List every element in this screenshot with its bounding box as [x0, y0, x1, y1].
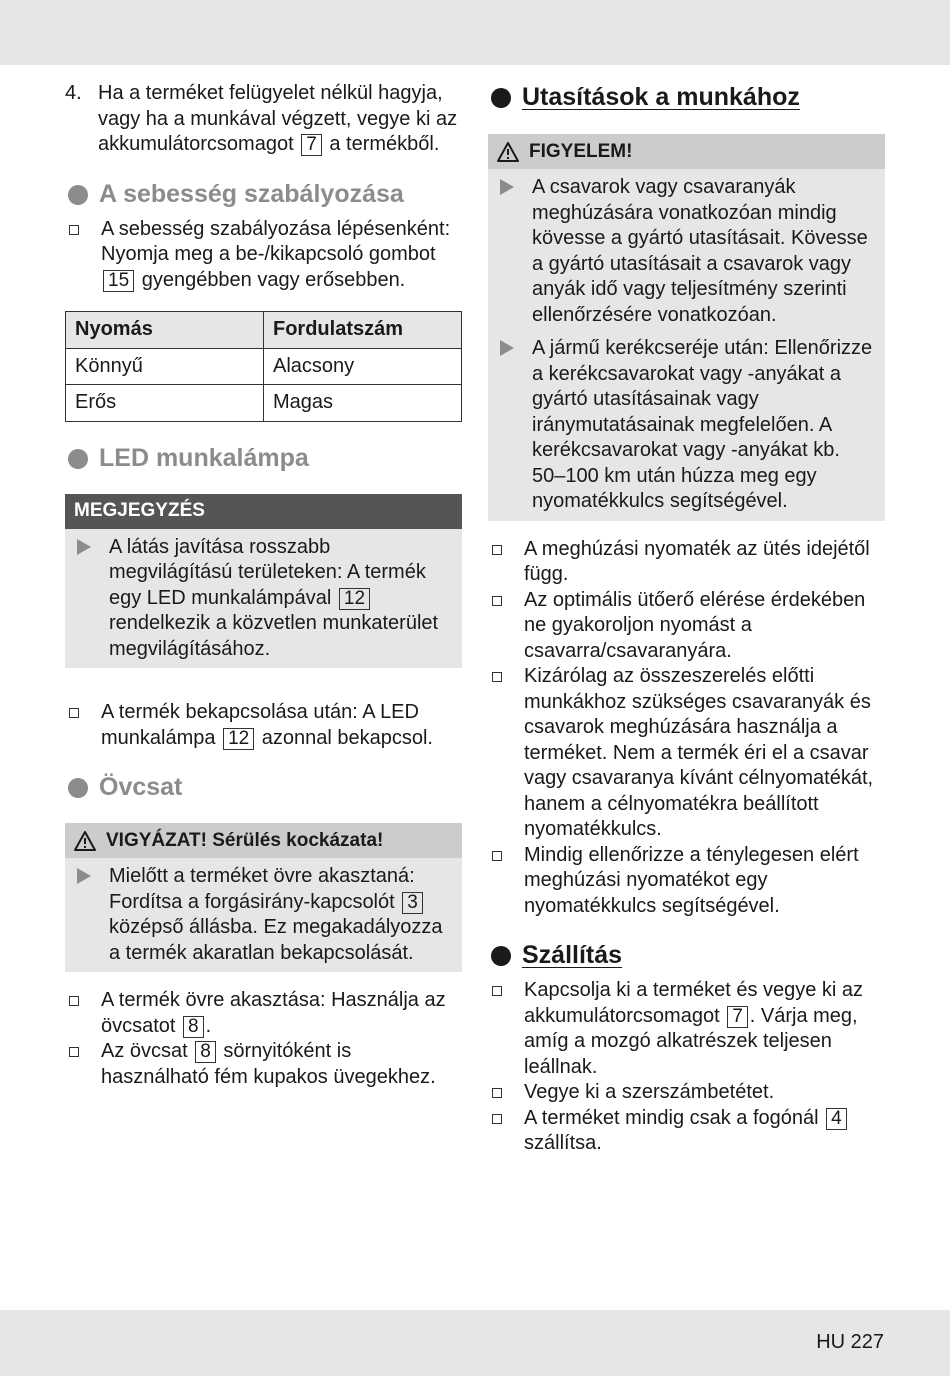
checkbox-bullet-icon	[69, 225, 79, 235]
speed-table	[65, 311, 462, 422]
checkbox-bullet-icon	[492, 545, 502, 555]
ref-number: 8	[183, 1016, 204, 1038]
checkbox-bullet-icon	[492, 672, 502, 682]
ref-number: 3	[402, 892, 423, 914]
list-item: Kizárólag az összeszerelés előtti munkákhoz szükséges csavaranyák és csavarok meghúzására használja a terméket. Nem a termék éri el a csavar vagy csavaranya kívánt célnyomatékát, hanem a célnyomatékra beállított nyomatékkulcs.	[488, 664, 885, 843]
section-heading-work: Utasítások a munkához	[488, 81, 885, 115]
checkbox-bullet-icon	[492, 596, 502, 606]
checkbox-bullet-icon	[69, 708, 79, 718]
list-item: Az optimális ütőerő elérése érdekében ne gyakoroljon nyomást a csavarra/csavaranyára.	[488, 588, 885, 665]
list-item: A terméket mindig csak a fogónál 4 szállítsa.	[488, 1106, 885, 1157]
arrow-bullet-icon	[500, 179, 514, 195]
ref-number: 15	[103, 270, 134, 292]
table-header-row	[66, 312, 462, 349]
table-header-cell: Fordulatszám	[264, 312, 462, 349]
attention-label: FIGYELEM!	[488, 134, 885, 169]
table-row	[66, 385, 462, 422]
list-item: Az övcsat 8 sörnyitóként is használható fém kupakos üvegekhez.	[65, 1039, 462, 1090]
note-item: A látás javítása rosszabb megvilágítású területeken: A termék egy LED munkalámpával 12 rendelkezik a közvetlen munkaterület megvilágításához.	[75, 535, 452, 663]
ref-number: 8	[195, 1041, 216, 1063]
table-cell: Erős	[66, 385, 264, 422]
list-item: Mindig ellenőrizze a ténylegesen elért meghúzási nyomatékot egy nyomatékkulcs segítségével.	[488, 843, 885, 920]
attention-box	[488, 134, 885, 521]
ref-number: 12	[339, 588, 370, 610]
item-number: 4.	[65, 82, 82, 104]
note-label: MEGJEGYZÉS	[65, 494, 462, 529]
section-heading-speed: A sebesség szabályozása	[65, 178, 462, 212]
list-item: Kapcsolja ki a terméket és vegye ki az akkumulátorcsomagot 7 . Várja meg, amíg a mozgó alkatrészek teljesen leállnak.	[488, 978, 885, 1080]
ref-number: 12	[223, 728, 254, 750]
footer-bar	[0, 1310, 950, 1376]
list-item: A sebesség szabályozása lépésenként: Nyomja meg a be-/kikapcsoló gombot 15 gyengébben vagy erősebben.	[65, 217, 462, 294]
page-number: HU 227	[816, 1331, 884, 1353]
section-bullet-icon	[68, 778, 88, 798]
list-item: Vegye ki a szerszámbetétet.	[488, 1080, 885, 1106]
numbered-item-4	[65, 81, 462, 158]
attention-item: A jármű kerékcseréje után: Ellenőrizze a kerékcsavarokat vagy -anyákat a gyártó utasításainak vagy iránymutatásainak megfelelően. A kerékcsavarokat vagy -anyákat kb. 50–100 km után húzza meg egy nyomatékkulcs segítségével.	[498, 336, 875, 515]
right-column	[488, 81, 885, 1157]
warning-icon	[74, 831, 96, 851]
ref-number: 7	[727, 1006, 748, 1028]
section-heading-led: LED munkalámpa	[65, 442, 462, 476]
warning-icon	[497, 142, 519, 162]
table-row	[66, 348, 462, 385]
checkbox-bullet-icon	[492, 1114, 502, 1124]
table-header-cell: Nyomás	[66, 312, 264, 349]
section-bullet-icon	[491, 88, 511, 108]
attention-item: A csavarok vagy csavaranyák meghúzására vonatkozóan mindig kövesse a gyártó utasításait. Kövesse a gyártó utasításait a csavarok vagy anyák idő vagy teljesítmény szerinti ellenőrzésére vonatkozóan.	[498, 175, 875, 328]
note-box	[65, 494, 462, 669]
list-item: A termék bekapcsolása után: A LED munkalámpa 12 azonnal bekapcsol.	[65, 700, 462, 751]
section-bullet-icon	[68, 449, 88, 469]
section-heading-belt: Övcsat	[65, 771, 462, 805]
list-item: A meghúzási nyomaték az ütés idejétől függ.	[488, 537, 885, 588]
checkbox-bullet-icon	[492, 986, 502, 996]
table-cell: Alacsony	[264, 348, 462, 385]
section-heading-transport: Szállítás	[488, 939, 885, 973]
checkbox-bullet-icon	[69, 1047, 79, 1057]
warning-box	[65, 823, 462, 972]
ref-number: 7	[301, 134, 322, 156]
top-bar	[0, 0, 950, 65]
arrow-bullet-icon	[77, 539, 91, 555]
checkbox-bullet-icon	[69, 996, 79, 1006]
table-cell: Magas	[264, 385, 462, 422]
warning-item: Mielőtt a terméket övre akasztaná: Fordítsa a forgásirány-kapcsolót 3 középső állásba. Ez megakadályozza a termék akaratlan bekapcsolását.	[75, 864, 452, 966]
left-column	[65, 81, 462, 1090]
section-bullet-icon	[491, 946, 511, 966]
checkbox-bullet-icon	[492, 851, 502, 861]
section-bullet-icon	[68, 185, 88, 205]
list-item: A termék övre akasztása: Használja az övcsatot 8 .	[65, 988, 462, 1039]
table-cell: Könnyű	[66, 348, 264, 385]
arrow-bullet-icon	[500, 340, 514, 356]
item-text: Ha a terméket felügyelet nélkül hagyja, vagy ha a munkával végzett, vegye ki az akkumulátorcsomagot 7 a termékből.	[98, 82, 458, 155]
ref-number: 4	[826, 1108, 847, 1130]
arrow-bullet-icon	[77, 868, 91, 884]
checkbox-bullet-icon	[492, 1088, 502, 1098]
warning-label: VIGYÁZAT! Sérülés kockázata!	[65, 823, 462, 858]
